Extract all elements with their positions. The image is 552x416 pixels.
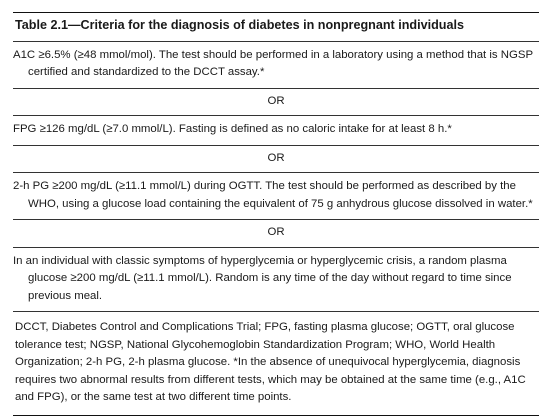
criterion-2h-pg: 2-h PG ≥200 mg/dL (≥11.1 mmol/L) during OGTT. The test should be performed as described by the WHO, using a glucose load containing the equivalent of 75 g anhydrous glucose dissolved in water.*: [13, 180, 533, 210]
criterion-random-glucose: In an individual with classic symptoms of hyperglycemia or hyperglycemic crisis, a random plasma glucose ≥200 mg/dL (≥11.1 mmol/L). Random is any time of the day without regard to time since previous meal.: [13, 254, 512, 302]
or-separator: OR: [267, 226, 285, 238]
table-footnote: DCCT, Diabetes Control and Complications Trial; FPG, fasting plasma glucose; OGTT, oral glucose tolerance test; NGSP, National Glycohemoglobin Standardization Program; WHO, World Health Organization; 2-h PG, 2-h plasma glucose. *In the absence of unequivocal hyperglycemia, diagnosis requires two abnormal results from different tests, which may be obtained at the same time (e.g., A1C and FPG), or the same test at two different time points.: [15, 321, 526, 403]
or-separator: OR: [267, 151, 285, 164]
diagnosis-criteria-table: [13, 12, 539, 416]
footnote-block: [13, 312, 539, 416]
or-separator: OR: [267, 94, 285, 107]
criterion-fpg: FPG ≥126 mg/dL (≥7.0 mmol/L). Fasting is defined as no caloric intake for at least 8 h.*: [13, 123, 452, 135]
criterion-a1c: A1C ≥6.5% (≥48 mmol/mol). The test should be performed in a laboratory using a method that is NGSP certified and standardized to the DCCT assay.*: [13, 48, 533, 78]
table-title: Table 2.1—Criteria for the diagnosis of diabetes in nonpregnant individuals: [15, 18, 465, 32]
